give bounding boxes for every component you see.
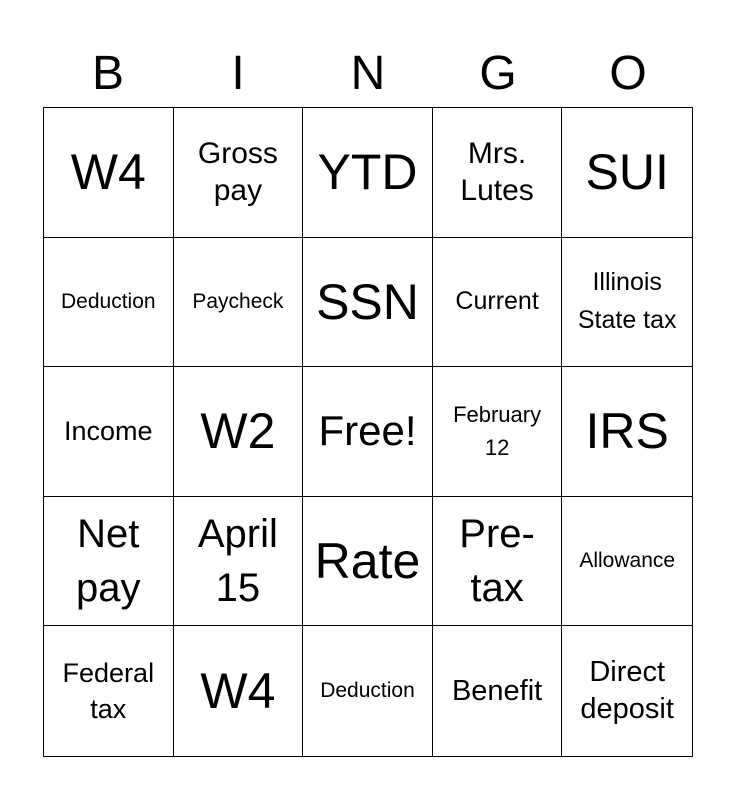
cell-label: SUI	[585, 144, 669, 201]
bingo-cell[interactable]	[44, 626, 174, 756]
bingo-cell[interactable]	[44, 367, 174, 497]
bingo-cell[interactable]	[303, 238, 433, 368]
bingo-cell[interactable]	[303, 497, 433, 627]
bingo-cell[interactable]	[433, 497, 563, 627]
cell-label: SSN	[316, 273, 419, 330]
cell-label: Gross pay	[197, 136, 278, 208]
header-letter-n: N	[350, 47, 386, 100]
bingo-cell[interactable]	[174, 497, 304, 627]
bingo-cell[interactable]	[174, 238, 304, 368]
bingo-cell[interactable]	[303, 626, 433, 756]
bingo-cell[interactable]	[44, 497, 174, 627]
cell-label: Illinois State tax	[577, 268, 677, 334]
cell-label: Net pay	[76, 512, 141, 611]
cell-label: Allowance	[579, 548, 676, 572]
bingo-cell[interactable]	[174, 626, 304, 756]
bingo-cell[interactable]	[433, 108, 563, 238]
bingo-cell[interactable]	[174, 108, 304, 238]
bingo-cell[interactable]	[562, 238, 692, 368]
cell-label: Pre-tax	[459, 512, 535, 611]
cell-label: Free!	[318, 407, 417, 455]
bingo-cell[interactable]	[174, 367, 304, 497]
header-letter-b: B	[91, 47, 124, 100]
bingo-cell[interactable]	[562, 626, 692, 756]
cell-label: April 15	[197, 512, 278, 611]
bingo-header	[43, 40, 693, 108]
cell-label: Income	[64, 415, 153, 446]
header-letter-g: G	[479, 47, 517, 100]
bingo-cell[interactable]	[44, 238, 174, 368]
cell-label: Deduction	[320, 678, 415, 702]
bingo-cell[interactable]	[433, 626, 563, 756]
cell-label: Mrs. Lutes	[460, 136, 534, 208]
bingo-cell[interactable]	[562, 108, 692, 238]
bingo-cell[interactable]	[44, 108, 174, 238]
cell-label: Paycheck	[192, 289, 284, 313]
bingo-cell[interactable]	[303, 367, 433, 497]
header-letter-o: O	[609, 47, 647, 100]
bingo-cell[interactable]	[433, 238, 563, 368]
cell-label: Rate	[314, 533, 421, 590]
bingo-cell[interactable]	[303, 108, 433, 238]
bingo-cell[interactable]	[562, 367, 692, 497]
bingo-card	[43, 107, 693, 757]
cell-label: W2	[200, 403, 276, 460]
cell-label: Current	[455, 287, 539, 316]
bingo-cell[interactable]	[562, 497, 692, 627]
bingo-cell[interactable]	[433, 367, 563, 497]
header-letter-i: I	[231, 47, 245, 100]
cell-label: Deduction	[61, 289, 156, 313]
cell-label: Direct deposit	[580, 655, 674, 726]
cell-label: W4	[70, 144, 146, 201]
cell-label: YTD	[317, 144, 418, 201]
cell-label: Benefit	[451, 675, 543, 708]
cell-label: Federal tax	[62, 657, 155, 725]
cell-label: IRS	[585, 403, 669, 460]
cell-label: W4	[200, 663, 276, 720]
cell-label: February 12	[453, 402, 542, 461]
